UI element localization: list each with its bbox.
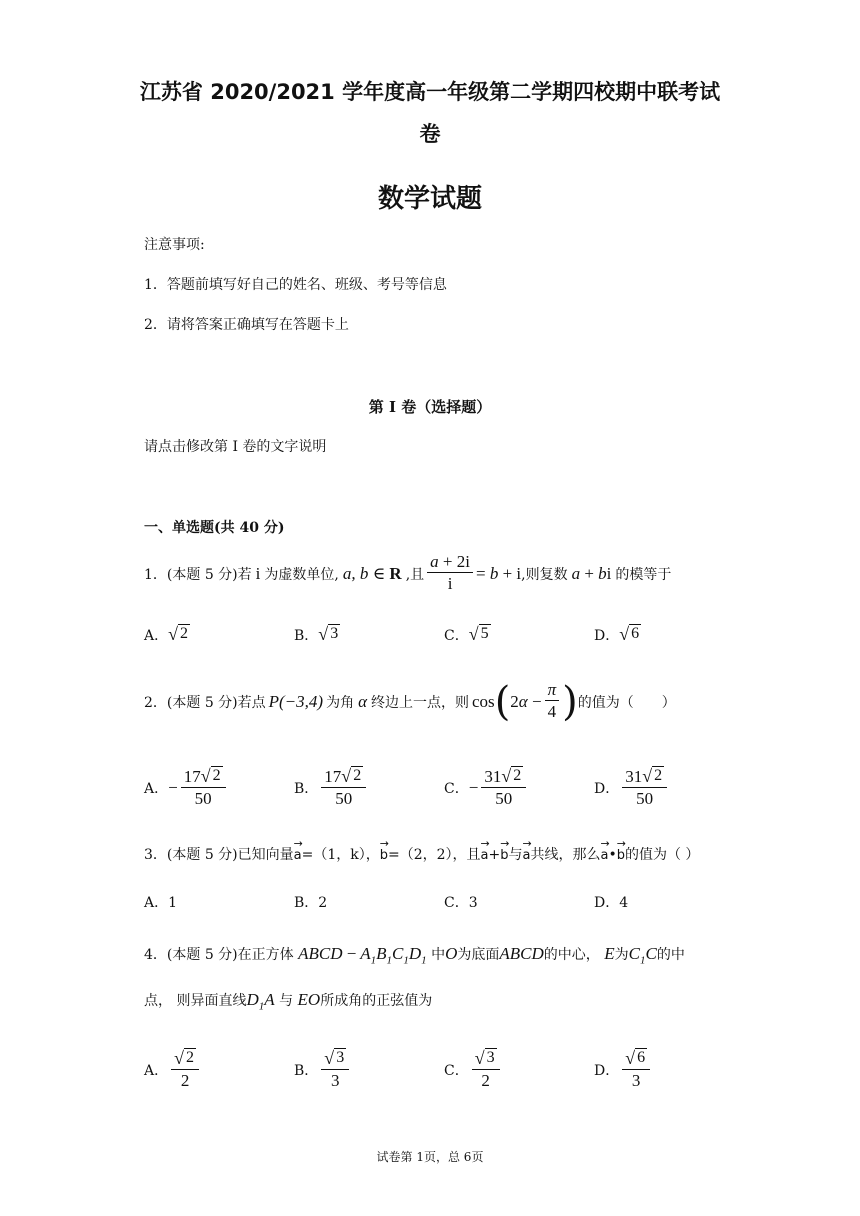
q4-text4: 为 xyxy=(614,947,629,963)
exam-title-line2: 卷 xyxy=(419,122,441,146)
q2-option-a[interactable]: A． − 17 √ 2 50 xyxy=(144,766,229,810)
q2-rparen: ) xyxy=(562,678,578,725)
note-item-2: 2．请将答案正确填写在答题卡上 xyxy=(144,317,349,333)
part1-heading: 第 I 卷（选择题） xyxy=(368,398,492,416)
q4-O: O xyxy=(445,944,458,963)
q4-prefix: 4．(本题 5 分)在正方体 xyxy=(144,947,294,963)
q2-alpha: α xyxy=(358,691,368,711)
vector-a: → a xyxy=(294,848,302,863)
q4-line2c: 所成角的正弦值为 xyxy=(320,993,433,1009)
q2-option-d[interactable]: D． 31 √ 2 50 xyxy=(594,766,670,810)
q4-text5: 的中 xyxy=(656,947,685,963)
q4-cube: ABCD − $A_1B_1C_1D_1$ xyxy=(298,944,427,967)
q1-option-b[interactable]: B． √ 3 xyxy=(294,624,339,644)
question-1 xyxy=(144,552,671,595)
q4-option-b[interactable]: B． √ 3 3 xyxy=(294,1048,352,1092)
section1-heading: 一、单选题(共 40 分) xyxy=(144,520,285,536)
q1-fraction: $\frac{a + 2i}{i}$ xyxy=(427,552,473,595)
note-item-1: 1．答题前填写好自己的姓名、班级、考号等信息 xyxy=(144,277,447,293)
q4-line2b: 与 xyxy=(279,993,294,1009)
q4-abcd: ABCD xyxy=(499,944,544,963)
q1-option-a[interactable]: A． √ 2 xyxy=(144,624,189,644)
q3-prefix: 3．(本题 5 分)已知向量 xyxy=(144,847,294,863)
q4-text2: 为底面 xyxy=(457,947,500,963)
page-footer: 试卷第 1页，总 6页 xyxy=(376,1150,484,1164)
q2-text1: 为角 xyxy=(326,694,355,711)
q2-option-b[interactable]: B． 17 √ 2 50 xyxy=(294,766,369,810)
q4-option-c[interactable]: C． √ 3 2 xyxy=(444,1048,503,1092)
q4-eo: EO xyxy=(297,990,321,1009)
q4-E: E xyxy=(604,944,615,963)
q4-option-a[interactable]: A． √ 2 2 xyxy=(144,1048,202,1092)
q3-text2: 共线，那么 xyxy=(530,847,601,863)
q1-option-d[interactable]: D． √ 6 xyxy=(594,624,640,644)
vector-b: → b xyxy=(380,848,388,863)
question-3: 3．(本题 5 分)已知向量→ a=（1，k），→ b=（2，2），且→ a+→ b与→ a共线，那么→ a•→ b的值为（ ） xyxy=(144,844,699,864)
q4-option-d[interactable]: D． √ 6 3 xyxy=(594,1048,653,1092)
q1-prefix: 1．(本题 5 分)若 xyxy=(144,566,252,583)
q1-option-c[interactable]: C． √ 5 xyxy=(444,624,489,644)
q1-text2: ,且 xyxy=(405,566,425,583)
q3-b-value: =（2，2），且 xyxy=(388,847,481,863)
question-2 xyxy=(144,680,676,723)
q1-complex: a + bi xyxy=(571,563,612,583)
q3-text1: 与 xyxy=(508,847,523,863)
subject-title: 数学试题 xyxy=(377,184,482,214)
q1-ab-in-R: a, b ∈ R xyxy=(342,563,402,583)
q1-text3: ,则复数 xyxy=(521,566,568,583)
q1-text1: 为虚数单位, xyxy=(264,566,339,583)
question-4-line1 xyxy=(144,944,685,966)
q2-cos: cos xyxy=(472,691,495,711)
q1-equation-rhs: = b + i xyxy=(475,563,522,583)
q3-option-c[interactable]: C．3 xyxy=(444,895,478,911)
q2-pi-over-4: $\frac{\pi}{4}$ xyxy=(545,680,560,723)
q4-text1: 中 xyxy=(431,947,446,963)
q2-point: P(−3,4) xyxy=(268,691,324,711)
exam-title-line1: 江苏省 2020/2021 学年度高一年级第二学期四校期中联考试 xyxy=(139,80,721,104)
notes-heading: 注意事项: xyxy=(144,237,205,253)
q4-line2a: 点， 则异面直线 xyxy=(144,993,247,1009)
q4-text3: 的中心， xyxy=(543,947,600,963)
q2-option-c[interactable]: C． − 31 √ 2 50 xyxy=(444,766,529,810)
q2-text2: 终边上一点，则 xyxy=(371,694,470,711)
q4-d1a: $D_1A$ xyxy=(246,990,275,1013)
q4-c1c: $C_1C$ xyxy=(628,944,657,967)
q3-option-d[interactable]: D．4 xyxy=(594,895,629,911)
q3-option-b[interactable]: B．2 xyxy=(294,895,328,911)
q2-prefix: 2．(本题 5 分)若点 xyxy=(144,694,266,711)
q2-lparen: ( xyxy=(494,678,511,725)
q1-text4: 的模等于 xyxy=(615,566,672,583)
part1-instruction[interactable]: 请点击修改第 I 卷的文字说明 xyxy=(144,439,327,455)
q3-text3: 的值为（ ） xyxy=(624,847,700,863)
q2-arg: 2α − xyxy=(510,691,542,711)
q3-a-value: =（1，k）， xyxy=(301,847,380,863)
q1-i: i xyxy=(255,563,261,583)
q3-option-a[interactable]: A．1 xyxy=(144,895,178,911)
question-4-line2 xyxy=(144,990,432,1012)
q2-text3: 的值为（ ） xyxy=(577,694,676,711)
